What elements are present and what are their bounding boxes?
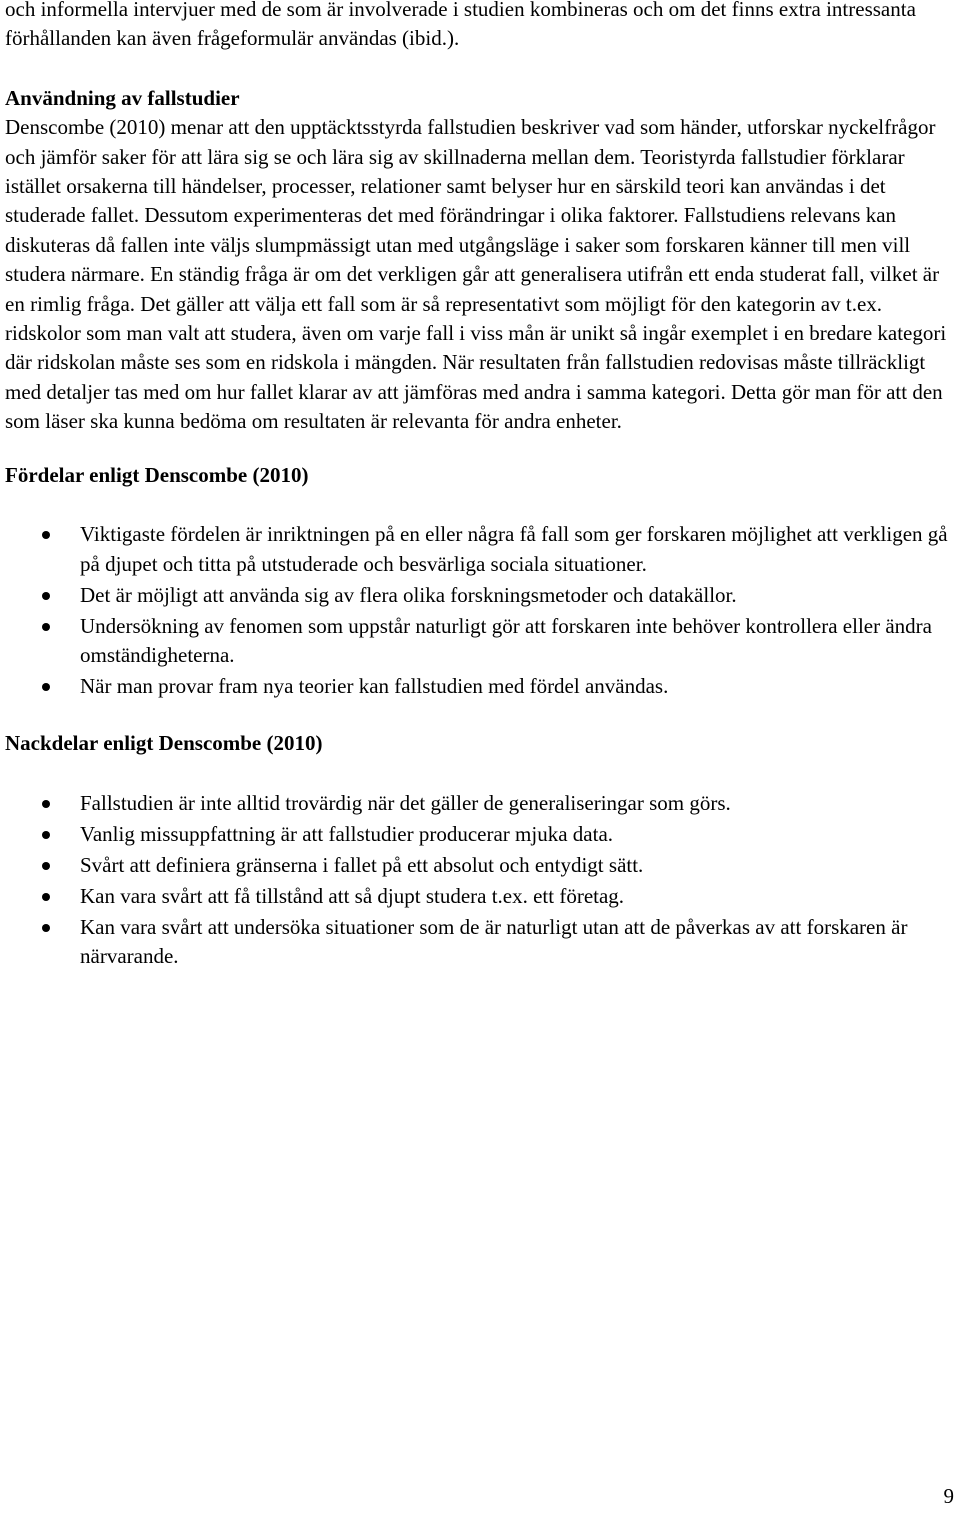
list-item (5, 913, 955, 972)
list-item (5, 820, 955, 849)
section-heading-disadvantages: Nackdelar enligt Denscombe (2010) (5, 731, 323, 756)
list-item (5, 789, 955, 818)
list-item (5, 851, 955, 880)
bullet-icon (42, 623, 50, 631)
list-item-text: Undersökning av fenomen som uppstår naturligt gör att forskaren inte behöver kontrollera eller ändra omständigheterna. (80, 613, 932, 667)
bullet-icon (42, 683, 50, 691)
list-item (5, 612, 955, 671)
list-item-text: Kan vara svårt att få tillstånd att så djupt studera t.ex. ett företag. (80, 883, 625, 908)
bullet-icon (42, 862, 50, 870)
page-number: 9 (943, 1484, 954, 1508)
intro-paragraph: och informella intervjuer med de som är involverade i studien kombineras och om det finns extra intressanta förhållanden kan även frågeformulär användas (ibid.). (5, 0, 916, 51)
list-item (5, 672, 955, 701)
bullet-icon (42, 924, 50, 932)
list-item-text: Vanlig missuppfattning är att fallstudier producerar mjuka data. (80, 821, 614, 846)
disadvantages-list (5, 789, 955, 972)
bullet-icon (42, 531, 50, 539)
document-page (5, 0, 955, 973)
section-heading-usage: Användning av fallstudier (5, 85, 240, 110)
section-heading-advantages: Fördelar enligt Denscombe (2010) (5, 462, 309, 487)
bullet-icon (42, 831, 50, 839)
bullet-icon (42, 800, 50, 808)
list-item-text: Fallstudien är inte alltid trovärdig när det gäller de generaliseringar som görs. (80, 790, 731, 815)
section-body-usage: Denscombe (2010) menar att den upptäcktsstyrda fallstudien beskriver vad som händer, utforskar nyckelfrågor och jämför saker för att lära sig se och lära sig av skillnaderna mellan dem. Teoristyrda fallstudier förklarar istället orsakerna till händelser, processer, relationer samt belyser hur en särskild teori kan användas i det studerade fallet. Dessutom experimenteras det med förändringar i olika faktorer. Fallstudiens relevans kan diskuteras då fallen inte väljs slumpmässigt utan med utgångsläge i saker som forskaren känner till men vill studera närmare. En ständig fråga är om det verkligen går att generalisera utifrån ett enda studerat fall, vilket är en rimlig fråga. Det gäller att välja ett fall som är så representativt som möjligt för den kategorin av t.ex. ridskolor som man valt att studera, även om varje fall i viss mån är unikt så ingår exemplet i en bredare kategori där ridskolan måste ses som en ridskola i mängden. När resultaten från fallstudien redovisas måste tillräckligt med detaljer tas med om hur fallet klarar av att jämföras med andra i samma kategori. Detta gör man för att den som läser ska kunna bedöma om resultaten är relevanta för andra enheter. (5, 115, 947, 434)
list-item-text: Kan vara svårt att undersöka situationer som de är naturligt utan att de påverkas av att forskaren är närvarande. (80, 914, 908, 969)
list-item (5, 581, 955, 610)
list-item-text: Det är möjligt att använda sig av flera olika forskningsmetoder och datakällor. (80, 582, 737, 607)
list-item (5, 520, 955, 579)
list-item-text: När man provar fram nya teorier kan fallstudien med fördel användas. (80, 673, 669, 698)
list-item-text: Viktigaste fördelen är inriktningen på en eller några få fall som ger forskaren möjlighet att verkligen gå på djupet och titta på utstuderade och besvärliga sociala situationer. (80, 522, 948, 576)
bullet-icon (42, 893, 50, 901)
advantages-list (5, 520, 955, 701)
list-item-text: Svårt att definiera gränserna i fallet på ett absolut och entydigt sätt. (80, 852, 644, 877)
bullet-icon (42, 592, 50, 600)
list-item (5, 882, 955, 911)
